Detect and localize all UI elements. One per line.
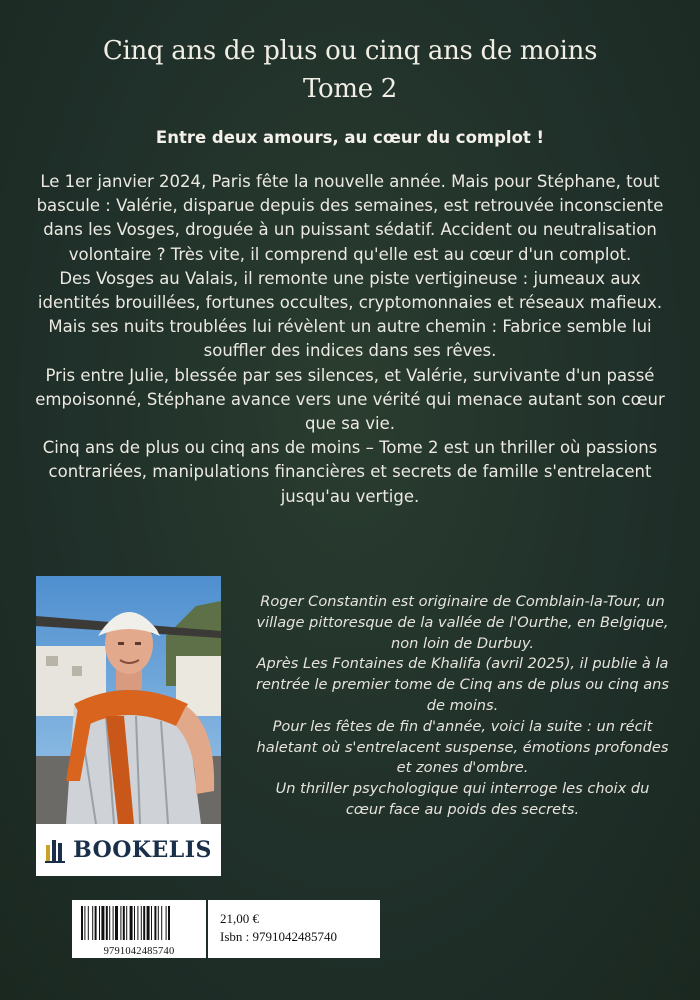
- price: 21,00 €: [220, 911, 259, 926]
- bio-paragraph: Pour les fêtes de fin d'année, voici la suite : un récit haletant où s'entrelacent suspense, émotions profondes et zones d'ombre.: [256, 717, 669, 777]
- synopsis-paragraph: Pris entre Julie, blessée par ses silences, et Valérie, survivante d'un passé empoisonné, Stéphane avance vers une vérité qui menace autant son cœur que sa vie.: [35, 365, 665, 434]
- author-bio: [255, 592, 670, 821]
- bookelis-books-icon: [45, 837, 67, 863]
- synopsis-paragraph: Le 1er janvier 2024, Paris fête la nouvelle année. Mais pour Stéphane, tout bascule : Valérie, disparue depuis des semaines, est retrouvée inconsciente dans les Vosges, droguée à un puissant sédatif. Accident ou neutralisation volontaire ? Très vite, il comprend qu'elle est au cœur d'un complot.: [36, 172, 664, 264]
- author-portrait-image: [36, 576, 221, 824]
- bio-paragraph: Un thriller psychologique qui interroge les choix du cœur face au poids des secrets.: [275, 780, 650, 818]
- barcode-bars: [80, 906, 198, 940]
- bio-paragraph: Après Les Fontaines de Khalifa (avril 2025), il publie à la rentrée le premier tome de Cinq ans de plus ou cinq ans de moins.: [255, 655, 670, 714]
- isbn: Isbn : 9791042485740: [220, 929, 337, 944]
- barcode-number: 9791042485740: [103, 946, 175, 957]
- synopsis-paragraph: Cinq ans de plus ou cinq ans de moins – Tome 2 est un thriller où passions contrariées, manipulations financières et secrets de famille s'entrelacent jusqu'au vertige.: [42, 438, 658, 506]
- barcode: [72, 900, 206, 958]
- price-label: [208, 900, 380, 958]
- bio-paragraph: Roger Constantin est originaire de Comblain-la-Tour, un village pittoresque de la vallée de l'Ourthe, en Belgique, non loin de Durbuy.: [256, 593, 669, 652]
- synopsis: [30, 170, 670, 509]
- synopsis-paragraph: Des Vosges au Valais, il remonte une piste vertigineuse : jumeaux aux identités brouillées, fortunes occultes, cryptomonnaies et réseaux mafieux. Mais ses nuits troublées lui révèlent un autre chemin : Fabrice semble lui souffler des indices dans ses rêves.: [37, 268, 663, 361]
- book-title: Cinq ans de plus ou cinq ans de moins: [102, 36, 598, 66]
- publisher-name: BOOKELIS: [73, 837, 212, 863]
- tagline: Entre deux amours, au cœur du complot !: [155, 128, 545, 147]
- publisher-logo: [36, 824, 221, 876]
- book-volume: Tome 2: [302, 74, 398, 104]
